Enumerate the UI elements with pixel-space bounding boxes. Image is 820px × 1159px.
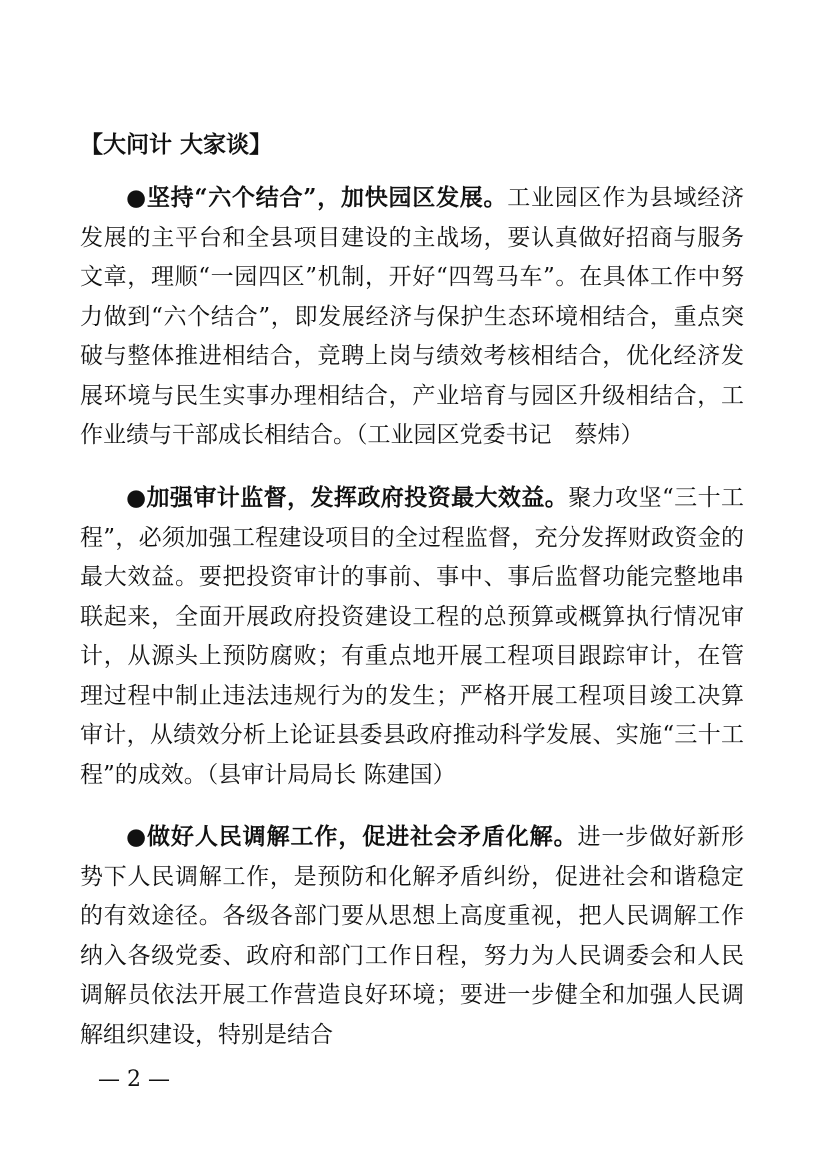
page-number: — 2 —	[98, 1067, 170, 1092]
paragraph-lead: ●做好人民调解工作，促进社会矛盾化解。	[126, 823, 578, 850]
section-heading: 【大问计 大家谈】	[80, 132, 273, 158]
paragraph-body: 工业园区作为县域经济发展的主平台和全县项目建设的主战场，要认真做好招商与服务文章，理顺“一园四区”机制，开好“四驾马车”。在具体工作中努力做到“六个结合”，即发展经济与保护生态环境相结合，重点突破与整体推进相结合，竞聘上岗与绩效考核相结合，优化经济发展环境与民生实事办理相结合，产业培育与园区升级相结合，工作业绩与干部成长相结合。	[80, 185, 745, 448]
paragraph-body: 进一步做好新形势下人民调解工作，是预防和化解矛盾纠纷，促进社会和谐稳定的有效途径。各级各部门要从思想上高度重视，把人民调解工作纳入各级党委、政府和部门工作日程，努力为人民调委会和人民调解员依法开展工作营造良好环境；要进一步健全和加强人民调解组织建设，特别是结合	[80, 824, 745, 1048]
paragraph-people-mediation	[80, 817, 744, 1055]
paragraph-industrial-park	[80, 178, 744, 456]
paragraph-attribution: （工业园区党委书记 蔡炜）	[356, 422, 644, 448]
paragraph-body: 聚力攻坚“三十工程”，必须加强工程建设项目的全过程监督，充分发挥财政资金的最大效益。要把投资审计的事前、事中、事后监督功能完整地串联起来，全面开展政府投资建设工程的总预算或概算执行情况审计，从源头上预防腐败；有重点地开展工程项目跟踪审计，在管理过程中制止违法违规行为的发生；严格开展工程项目竣工决算审计，从绩效分析上论证县委县政府推动科学发展、实施“三十工程”的成效。	[80, 485, 744, 788]
paragraph-lead: ●加强审计监督，发挥政府投资最大效益。	[126, 484, 569, 511]
paragraph-audit-supervision	[80, 478, 744, 795]
paragraph-attribution: （县审计局局长 陈建国）	[206, 761, 456, 788]
paragraph-lead: ●坚持“六个结合”，加快园区发展。	[126, 184, 508, 211]
